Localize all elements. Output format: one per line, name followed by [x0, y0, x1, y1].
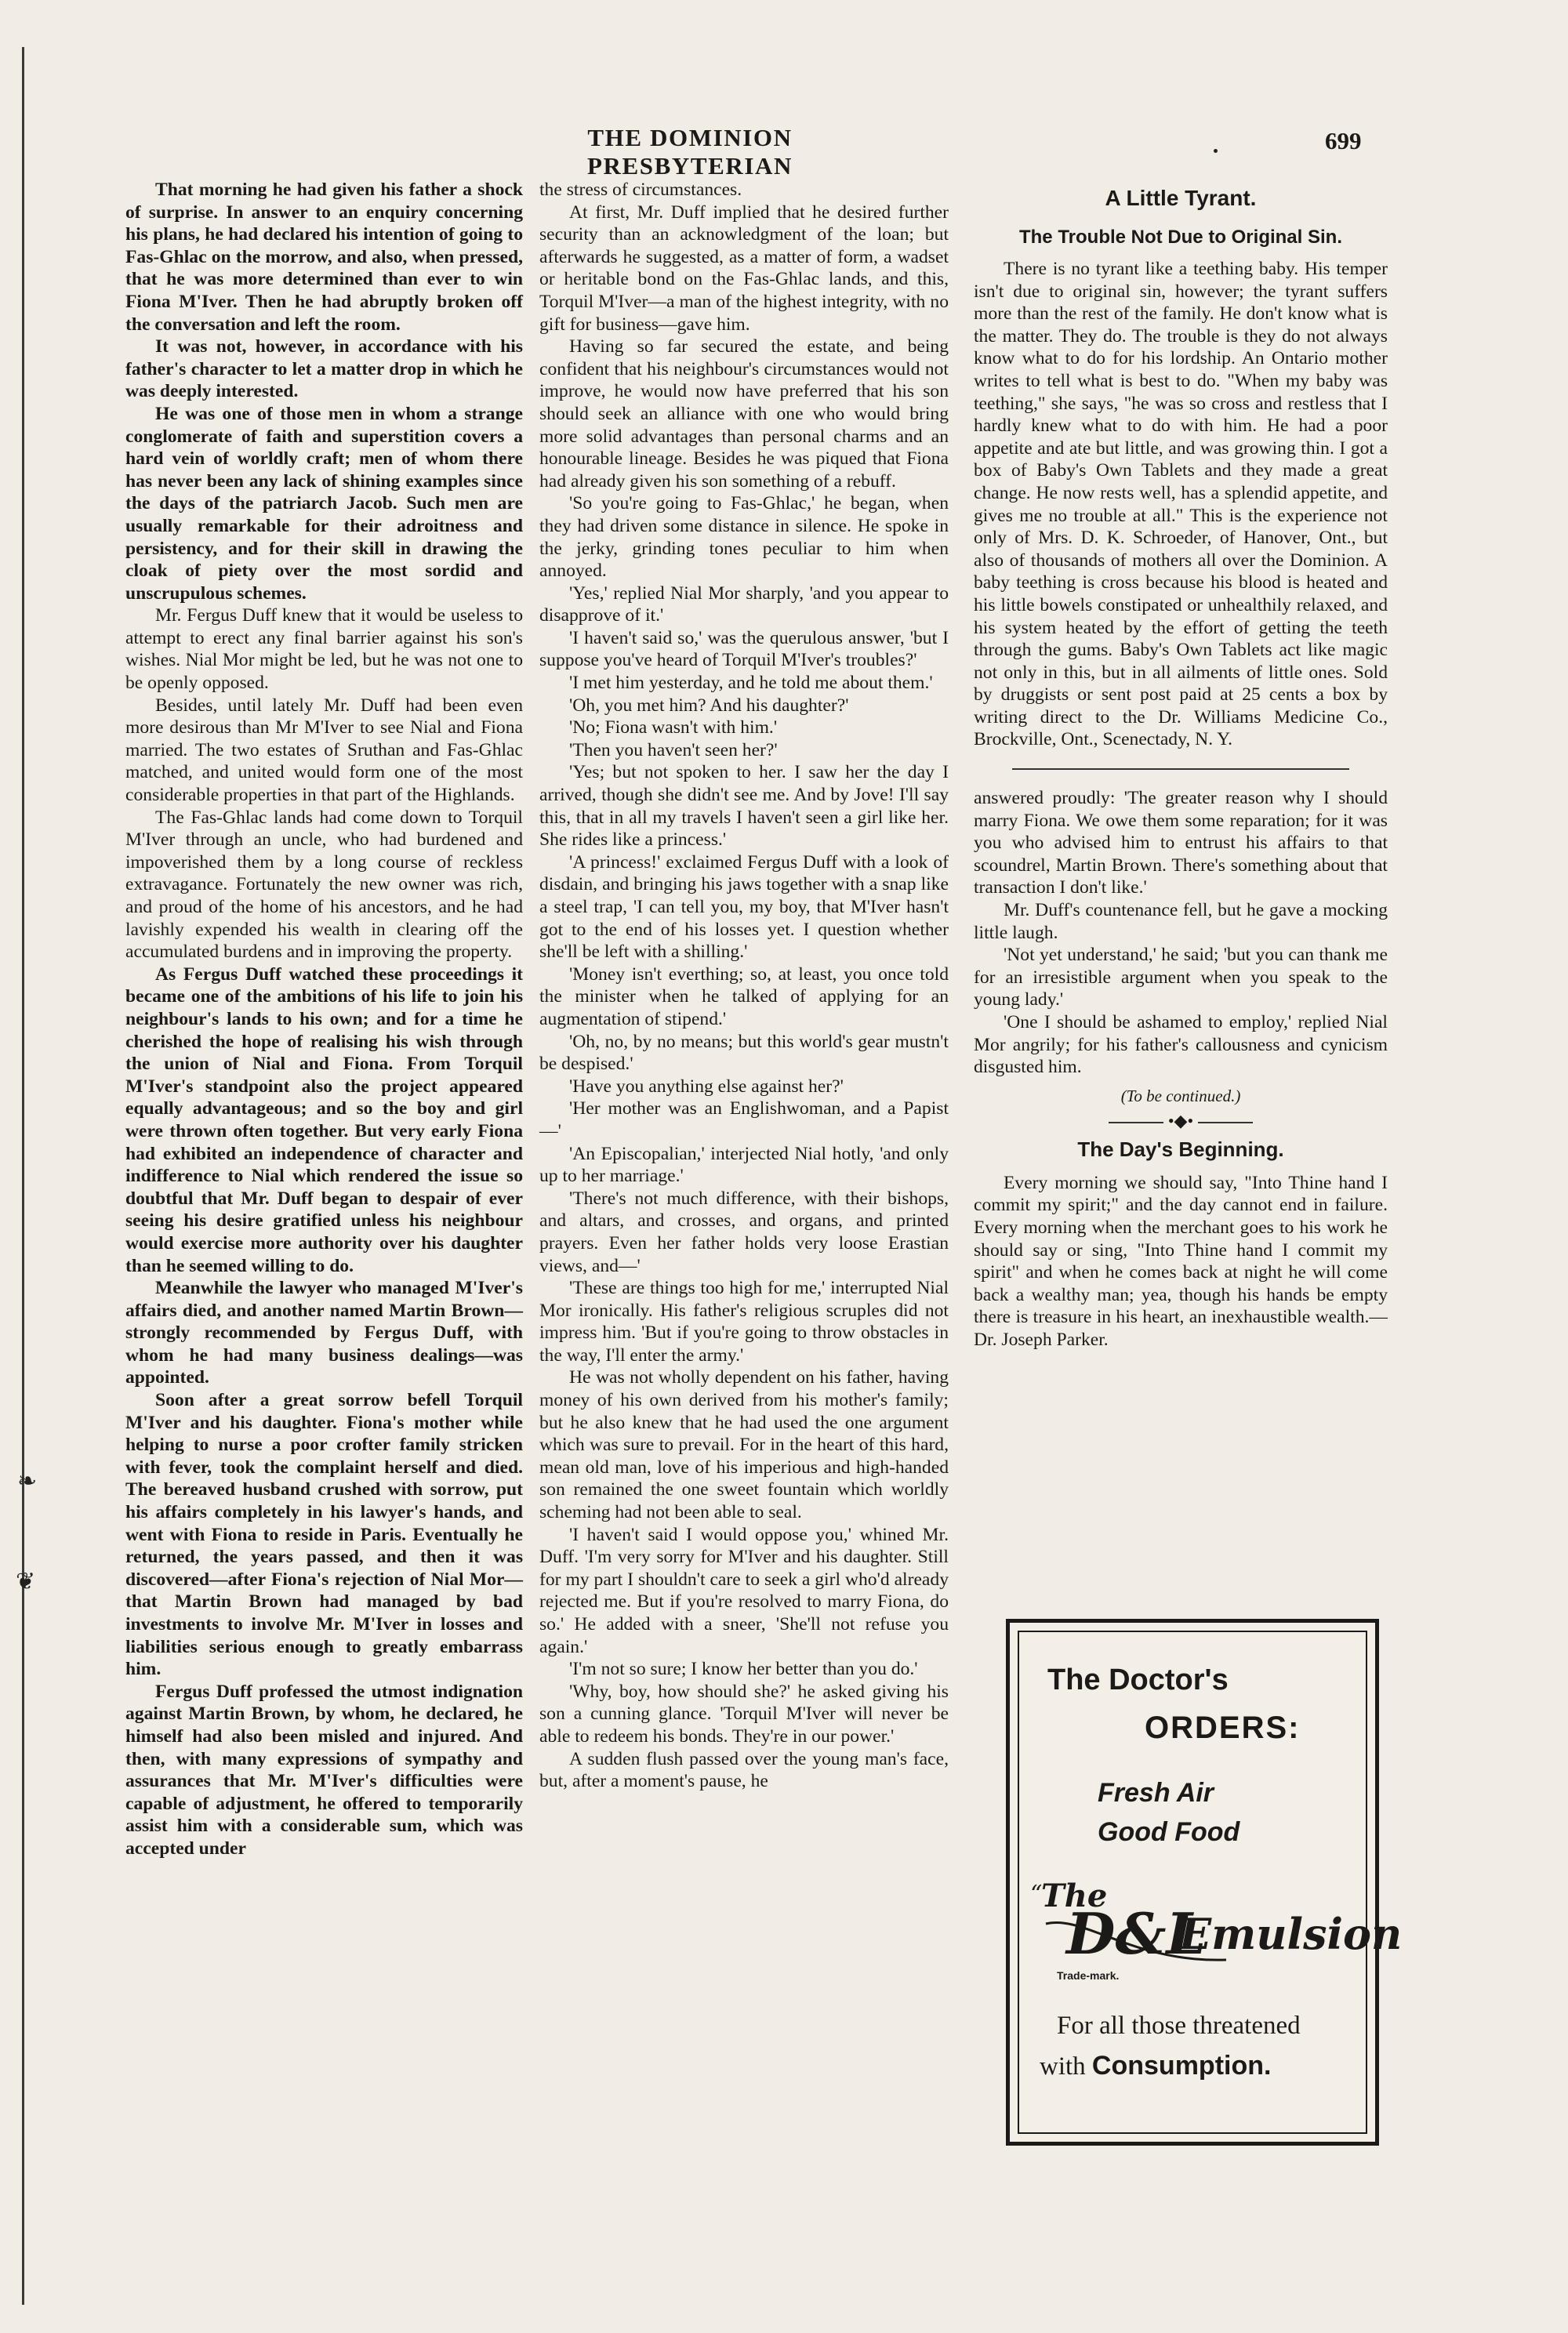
- column-1: [125, 179, 523, 1860]
- ad-headline: ORDERS:: [1145, 1711, 1301, 1745]
- article-paragraph: There is no tyrant like a teething baby. His temper isn't due to original sin, however; the tyrant suffers more than the rest of the family. He don't know what is the matter. They do. The trouble is they do not always know what to do for his lordship. An Ontario mother writes to tell what is best to do. "When my baby was teething," she says, "he was so cross and restless that I hardly knew what to do with him. He had a poor appetite and ate but little, and was growing thin. I got a box of Baby's Own Tablets and they made a great change. He now rests well, has a splendid appetite, and gives me no trouble at all." This is the experience not only of Mrs. D. K. Schroeder, of Hanover, Ont., but also of thousands of mothers all over the Dominion. A baby teething is cross because his blood is heated and his little bowels constipated or unhealthily relaxed, and his system heated by the effort of getting the teeth through the gums. Baby's Own Tablets act like magic not only in this, but in all ailments of little ones. Sold by druggists or sent post paid at 25 cents a box by writing direct to the Dr. Williams Medicine Co., Brockville, Ont., Scenectady, N. Y.: [974, 259, 1388, 750]
- story-paragraph: Besides, until lately Mr. Duff had been even more desirous than Mr M'Iver to see Nial and Fiona married. The two estates of Sruthan and Fas-Ghlac matched, and united would form one of the most considerable properties in that part of the Highlands.: [125, 695, 523, 806]
- to-be-continued-note: (To be continued.): [1120, 1086, 1241, 1105]
- story-paragraph: the stress of circumstances.: [539, 180, 742, 200]
- story-paragraph: answered proudly: 'The greater reason why I should marry Fiona. We owe them some reparation; for it was you who advised him to entrust his affairs to that scoundrel, Martin Brown. There's something about that transaction I don't like.': [974, 788, 1388, 898]
- story-paragraph: 'Then you haven't seen her?': [569, 739, 778, 760]
- story-paragraph: He was not wholly dependent on his father, having money of his own derived from his mother's family; but he also knew that he had used the one argument which was sure to prevail. For in the heart of this hard, mean old man, love of his imperious and high-handed son remained the one sweet fountain which worldly scheming had not been able to seal.: [539, 1367, 949, 1523]
- story-paragraph: Mr. Fergus Duff knew that it would be useless to attempt to erect any final barrier against his son's wishes. Nial Mor might be led, but he was not one to be openly opposed.: [125, 605, 523, 694]
- story-paragraph: Fergus Duff professed the utmost indignation against Martin Brown, by whom, he declared, he himself had also been misled and injured. And then, with many expressions of sympathy and assurances that Mr. M'Iver's difficulties were capable of adjustment, he offered to temporarily assist him with a considerable sum, which was accepted under: [125, 1681, 523, 1859]
- story-paragraph: 'I haven't said I would oppose you,' whined Mr. Duff. 'I'm very sorry for M'Iver and his daughter. Still for my part I shouldn't care to seek a girl who'd already rejected me. But if you're resolved to marry Fiona, do so.' He added with a sneer, 'She'll not refuse you again.': [539, 1524, 949, 1657]
- margin-mark: ❧: [17, 1468, 38, 1494]
- logo-name: Emulsion: [1179, 1909, 1403, 1959]
- ornament-divider: •◆•: [974, 1112, 1388, 1130]
- article-title: The Day's Beginning.: [1077, 1137, 1284, 1162]
- story-paragraph: Mr. Duff's countenance fell, but he gave a mocking little laugh.: [974, 900, 1388, 943]
- story-paragraph: 'Oh, no, by no means; but this world's gear mustn't be despised.': [539, 1031, 949, 1075]
- story-paragraph: 'Money isn't everthing; so, at least, you once told the minister when he talked of applying for an augmentation of stipend.': [539, 963, 949, 1029]
- logo-quote: “: [1030, 1881, 1043, 1908]
- article-paragraph: Every morning we should say, "Into Thine hand I commit my spirit;" and the day cannot end in failure. Every morning when the merchant goes to his work he should say or sing, "Into Thine hand I commit my spirit" and when he comes back at night he will come back a wealthy man; yea, though his hands be empty there is treasure in his heart, an inexhaustible wealth.—Dr. Joseph Parker.: [974, 1172, 1388, 1350]
- story-paragraph: 'I met him yesterday, and he told me about them.': [569, 673, 933, 694]
- story-paragraph: 'Her mother was an Englishwoman, and a Papist—': [539, 1098, 949, 1141]
- margin-mark: ❦: [16, 1569, 36, 1595]
- article-subtitle: The Trouble Not Due to Original Sin.: [1018, 226, 1342, 248]
- ad-body: [1040, 2051, 1271, 2081]
- ad-tagline: Fresh Air: [1098, 1778, 1214, 1808]
- story-paragraph: 'I'm not so sure; I know her better than you do.': [569, 1659, 918, 1680]
- logo-prefix: The: [1041, 1878, 1108, 1914]
- story-paragraph: 'Yes,' replied Nial Mor sharply, 'and you appear to disapprove of it.': [539, 582, 949, 626]
- page-number: 699: [1325, 127, 1362, 154]
- story-paragraph: Having so far secured the estate, and being confident that his neighbour's circumstances would not improve, he would now have preferred that his son should seek an alliance with one who would bring more solid advantages than personal charms and an honourable lineage. Besides he was piqued that Fiona had already given his son something of a rebuff.: [539, 336, 949, 492]
- article-title: A Little Tyrant.: [1105, 186, 1257, 210]
- trademark-label: Trade-mark.: [1057, 1969, 1120, 1982]
- story-paragraph: Meanwhile the lawyer who managed M'Iver's affairs died, and another named Martin Brown—strongly recommended by Fergus Duff, with whom he had many business dealings—was appointed.: [125, 1278, 523, 1388]
- page-header: [0, 124, 1568, 180]
- story-paragraph: 'One I should be ashamed to employ,' replied Nial Mor angrily; for his father's callousness and cynicism disgusted him.: [974, 1012, 1388, 1078]
- story-paragraph: As Fergus Duff watched these proceedings it became one of the ambitions of his life to join his neighbour's lands to his own; and for a time he cherished the hope of realising his wish through the union of Nial and Fiona. From Torquil M'Iver's standpoint also the project appeared equally advantageous; and so the boy and girl were thrown often together. But very early Fiona had exhibited an independence of character and indifference to Nial which rendered the issue so doubtful that Mr. Duff began to despair of ever seeing his desire gratified unless his neighbour would exercise more authority over his daughter than he seemed willing to do.: [125, 963, 523, 1276]
- story-paragraph: 'Oh, you met him? And his daughter?': [569, 695, 849, 716]
- story-paragraph: 'These are things too high for me,' interrupted Nial Mor ironically. His father's religious scruples did not impress him. 'But if you're going to throw obstacles in the way, I'll enter the army.': [539, 1278, 949, 1366]
- ad-body-prefix: with: [1040, 2052, 1086, 2081]
- story-paragraph: 'Have you anything else against her?': [569, 1076, 844, 1097]
- story-paragraph: 'Yes; but not spoken to her. I saw her the day I arrived, though she didn't see me. And by Jove! I'll say this, that in all my travels I haven't seen a girl like her. She rides like a princess.': [539, 762, 949, 851]
- story-paragraph: 'An Episcopalian,' interjected Nial hotly, 'and only up to her marriage.': [539, 1143, 949, 1187]
- story-paragraph: That morning he had given his father a shock of surprise. In answer to an enquiry concerning his plans, he had declared his intention of going to Fas-Ghlac on the morrow, and also, when pressed, that he was more determined than ever to win Fiona M'Iver. Then he had abruptly broken off the conversation and left the room.: [125, 180, 523, 335]
- story-paragraph: It was not, however, in accordance with his father's character to let a matter drop in which he was deeply interested.: [125, 336, 523, 402]
- story-paragraph: 'I haven't said so,' was the querulous answer, 'but I suppose you've heard of Torquil M'Iver's troubles?': [539, 627, 949, 671]
- story-paragraph: 'There's not much difference, with their bishops, and altars, and crosses, and organs, and printed prayers. Even her father holds very loose Erastian views, and—': [539, 1188, 949, 1276]
- column-3: [974, 179, 1388, 1351]
- story-paragraph: 'A princess!' exclaimed Fergus Duff with a look of disdain, and bringing his jaws together with a snap like a steel trap, 'I can tell you, my boy, that M'Iver hasn't got to the end of his losses yet. I question whether she'll be left with a shilling.': [539, 851, 949, 963]
- story-paragraph: A sudden flush passed over the young man's face, but, after a moment's pause, he: [539, 1748, 949, 1792]
- story-paragraph: 'So you're going to Fas-Ghlac,' he began, when they had driven some distance in silence. He spoke in the jerky, grinding tones peculiar to him when annoyed.: [539, 493, 949, 582]
- advertisement-box: [1006, 1619, 1403, 2146]
- story-paragraph: He was one of those men in whom a strange conglomerate of faith and superstition covers a hard vein of worldly craft; men of whom there has never been any lack of shining examples since the days of the patriarch Jacob. Such men are usually remarkable for their adroitness and persistency, and for their skill in drawing the cloak of piety over the most sordid and unscrupulous schemes.: [125, 403, 523, 604]
- ad-body-bold: Consumption.: [1091, 2051, 1272, 2081]
- column-2: [539, 179, 949, 1793]
- story-paragraph: 'Why, boy, how should she?' he asked giving his son a cunning glance. 'Torquil M'Iver will never be able to redeem his bonds. They're in our power.': [539, 1681, 949, 1747]
- advertisement-inner-border: [1018, 1631, 1403, 2134]
- story-paragraph: 'Not yet understand,' he said; 'but you can thank me for an irresistible argument when you speak to the young lady.': [974, 945, 1388, 1010]
- section-divider: [1012, 768, 1349, 770]
- ad-tagline: Good Food: [1098, 1817, 1240, 1847]
- ad-headline: The Doctor's: [1047, 1664, 1229, 1696]
- binding-edge-line: [22, 47, 24, 2305]
- emulsion-logo: [1022, 1867, 1403, 1969]
- publication-title: THE DOMINION PRESBYTERIAN: [586, 124, 793, 180]
- story-paragraph: Soon after a great sorrow befell Torquil M'Iver and his daughter. Fiona's mother while helping to nurse a poor crofter family stricken with fever, took the complaint herself and died. The bereaved husband crushed with sorrow, put his affairs completely in his lawyer's hands, and went with Fiona to reside in Paris. Eventually he returned, the years passed, and then it was discovered—after Fiona's rejection of Nial Mor—that Martin Brown had managed by bad investments to involve Mr. M'Iver in losses and liabilities serious enough to greatly embarrass him.: [125, 1390, 523, 1680]
- ad-body: For all those threatened: [1057, 2012, 1301, 2040]
- story-paragraph: At first, Mr. Duff implied that he desired further security than an acknowledgment of the loan; but afterwards he suggested, as a matter of form, a wadset or heritable bond on the Fas-Ghlac lands, and this, Torquil M'Iver—a man of the highest integrity, with no gift for business—gave him.: [539, 201, 949, 335]
- story-paragraph: The Fas-Ghlac lands had come down to Torquil M'Iver through an uncle, who had burdened and impoverished them by a long course of reckless extravagance. Fortunately the new owner was rich, and proud of the home of his ancestors, and he had lavishly expended his wealth in clearing off the accumulated burdens and in improving the property.: [125, 807, 523, 963]
- story-paragraph: 'No; Fiona wasn't with him.': [569, 717, 778, 738]
- logo-initials: D&L: [1066, 1900, 1207, 1967]
